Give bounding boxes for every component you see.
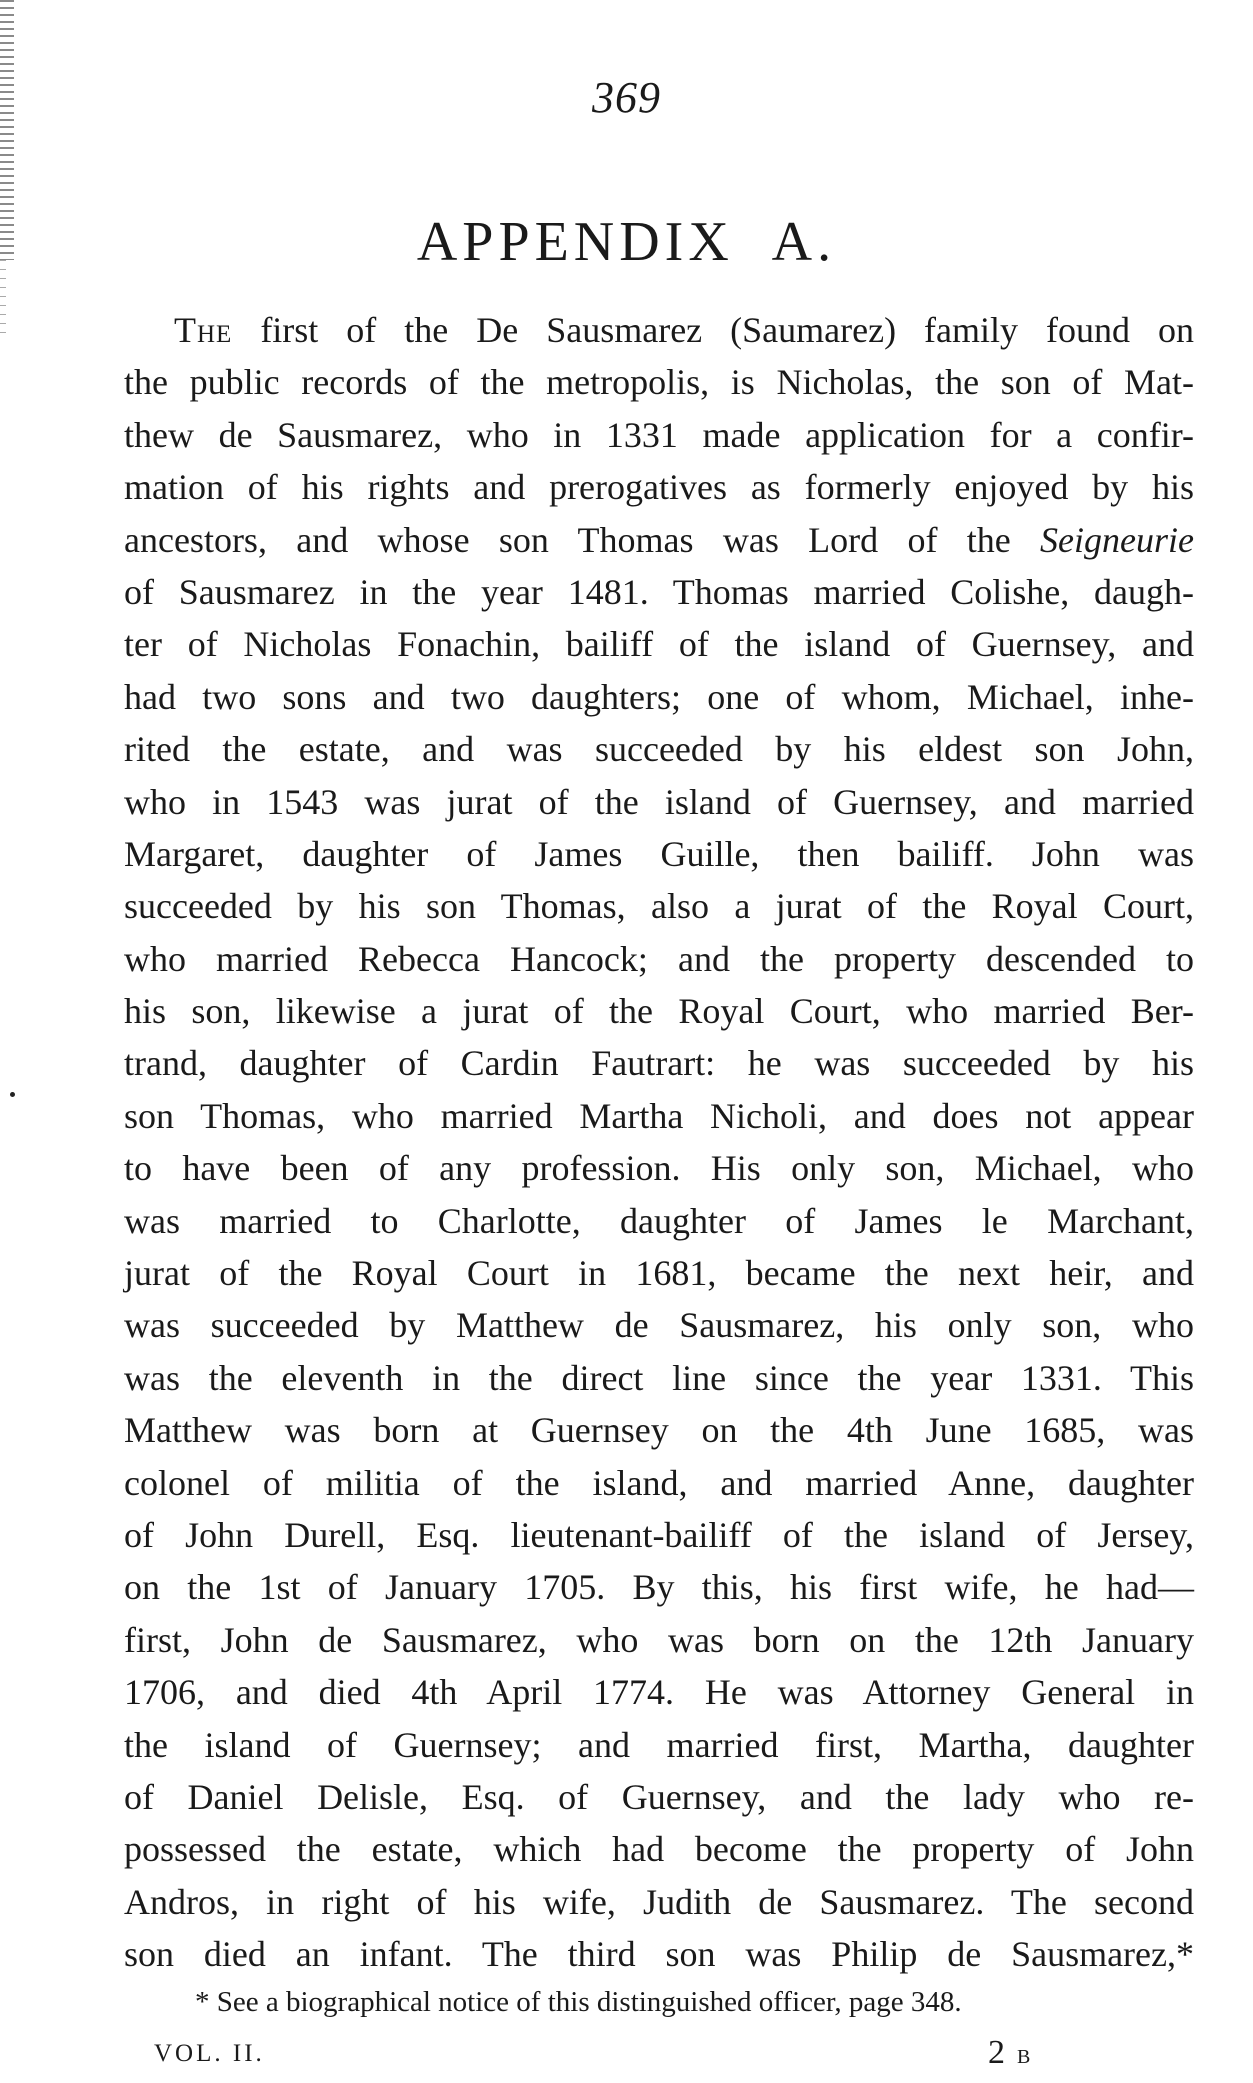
body-line: son Thomas, who married Martha Nicholi, and does not appear <box>124 1095 1194 1136</box>
body-line: his son, likewise a jurat of the Royal Court, who married Ber- <box>124 991 1194 1032</box>
body-line: Matthew was born at Guernsey on the 4th June 1685, was <box>124 1410 1194 1451</box>
body-line: to have been of any profession. His only son, Michael, who <box>124 1148 1194 1189</box>
page-number: 369 <box>592 73 661 122</box>
body-line: son died an infant. The third son was Philip de Sausmarez,* <box>124 1934 1194 1975</box>
body-line: thew de Sausmarez, who in 1331 made application for a confir- <box>124 414 1194 455</box>
body-line: Margaret, daughter of James Guille, then bailiff. John was <box>124 833 1194 874</box>
body-line: who in 1543 was jurat of the island of Guernsey, and married <box>124 781 1194 822</box>
body-line: trand, daughter of Cardin Fautrart: he was succeeded by his <box>124 1043 1194 1084</box>
signature-number: 2 <box>988 2034 1005 2071</box>
body-line: who married Rebecca Hancock; and the property descended to <box>124 938 1194 979</box>
signature-mark <box>988 2034 1031 2072</box>
body-line: colonel of militia of the island, and married Anne, daughter <box>124 1462 1194 1503</box>
body-line-text: first of the De Sausmarez (Saumarez) family found on <box>232 310 1194 350</box>
body-line: was succeeded by Matthew de Sausmarez, his only son, who <box>124 1305 1194 1346</box>
body-line: mation of his rights and prerogatives as formerly enjoyed by his <box>124 467 1194 508</box>
body-line: possessed the estate, which had become the property of John <box>124 1829 1194 1870</box>
italic-term: Seigneurie <box>1040 519 1194 560</box>
body-line <box>124 304 1194 356</box>
body-line: was married to Charlotte, daughter of James le Marchant, <box>124 1200 1194 1241</box>
body-line: was the eleventh in the direct line since the year 1331. This <box>124 1357 1194 1398</box>
body-line: jurat of the Royal Court in 1681, became the next heir, and <box>124 1253 1194 1294</box>
signature-letter: B <box>1017 2046 1032 2068</box>
body-line: ter of Nicholas Fonachin, bailiff of the island of Guernsey, and <box>124 624 1194 665</box>
body-text <box>124 304 1194 1981</box>
footnote: * See a biographical notice of this distinguished officer, page 348. <box>195 1986 962 2018</box>
body-line: of Daniel Delisle, Esq. of Guernsey, and the lady who re- <box>124 1776 1194 1817</box>
body-line: of Sausmarez in the year 1481. Thomas married Colishe, daugh- <box>124 571 1194 612</box>
body-line: rited the estate, and was succeeded by his eldest son John, <box>124 729 1194 770</box>
drop-word: The <box>174 310 233 350</box>
body-line: 1706, and died 4th April 1774. He was Attorney General in <box>124 1672 1194 1713</box>
body-line: Andros, in right of his wife, Judith de Sausmarez. The second <box>124 1881 1194 1922</box>
body-line: succeeded by his son Thomas, also a jurat of the Royal Court, <box>124 886 1194 927</box>
body-line: first, John de Sausmarez, who was born on the 12th January <box>124 1619 1194 1660</box>
body-line: had two sons and two daughters; one of whom, Michael, inhe- <box>124 676 1194 717</box>
body-line: the island of Guernsey; and married first, Martha, daughter <box>124 1724 1194 1765</box>
appendix-heading: APPENDIX A. <box>416 211 837 273</box>
stray-ink-dot <box>10 1092 15 1097</box>
body-line-seigneurie: ancestors, and whose son Thomas was Lord of the Seigneurie <box>124 519 1194 560</box>
body-line: of John Durell, Esq. lieutenant-bailiff of the island of Jersey, <box>124 1514 1194 1555</box>
body-line: the public records of the metropolis, is Nicholas, the son of Mat- <box>124 362 1194 403</box>
volume-label: VOL. II. <box>154 2040 265 2067</box>
body-line: on the 1st of January 1705. By this, his first wife, he had— <box>124 1567 1194 1608</box>
